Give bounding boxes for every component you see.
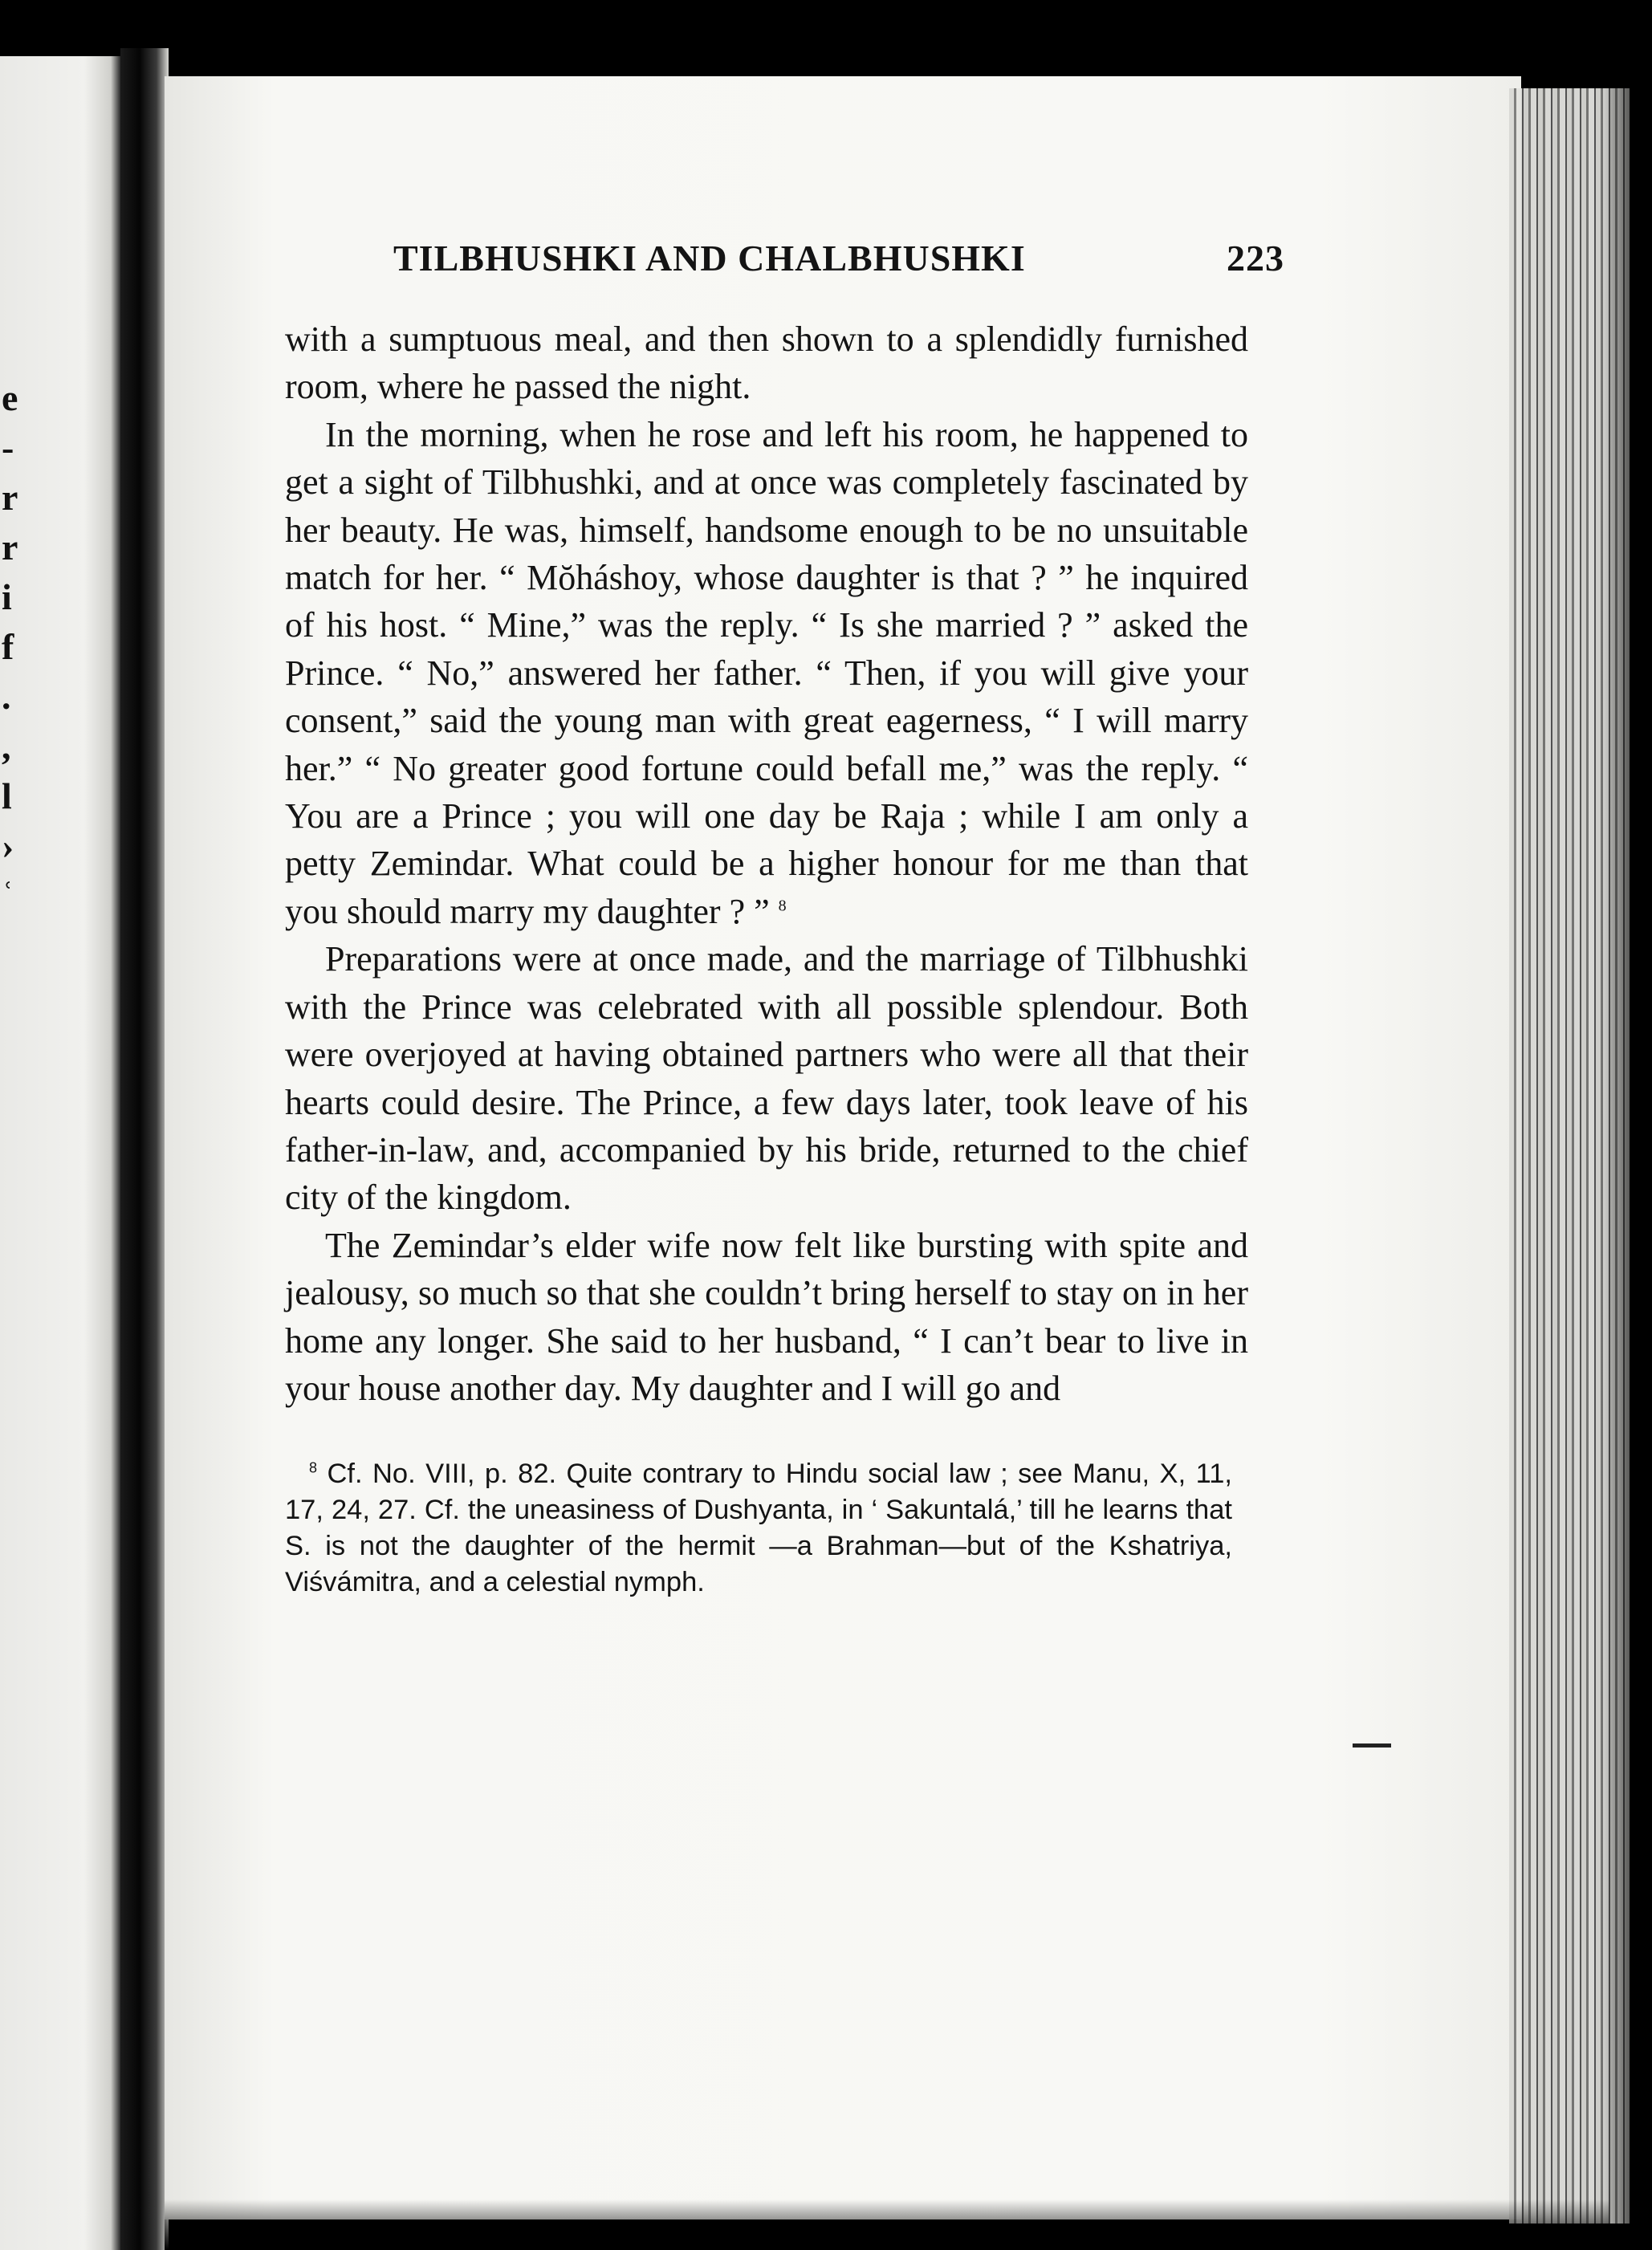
paragraph: with a sumptuous meal, and then shown to a splendidly furnished room, where he passed the night. (285, 319, 1248, 407)
previous-page-edge (0, 56, 120, 2250)
fragment-line: e (2, 377, 18, 418)
fragment-line: ʿ (2, 875, 14, 916)
running-title: TILBHUSHKI AND CHALBHUSHKI (393, 238, 1026, 279)
fragment-line: r (2, 527, 18, 568)
fragment-line: f (2, 626, 14, 667)
paragraph: The Zemindar’s elder wife now felt like bursting with spite and jealousy, so much so that she couldn’t bring herself to stay on in her home any longer. She said to her husband, “ I can’t bear to live in your house another day. My daughter and I will go and (285, 1225, 1248, 1408)
footnote-text: Cf. No. VIII, p. 82. Quite contrary to Hindu social law ; see Manu, X, 11, 17, 24, 27. Cf. the uneasiness of Dushyanta, in ‘ Sakuntalá,’ till he learns that S. is not the daughter of the hermit —a Brahman—but of the Kshatriya, Viśvámitra, and a celestial nymph. (285, 1459, 1232, 1598)
page-number: 223 (1227, 238, 1284, 279)
bottom-shadow (165, 2199, 1609, 2250)
previous-page-text-fragments (0, 373, 24, 921)
footnote (285, 1456, 1248, 1601)
footnote-paragraph (285, 1456, 1232, 1601)
margin-mark (1353, 1743, 1391, 1748)
paragraph-text: In the morning, when he rose and left his room, he happened to get a sight of Tilbhushki, and at once was completely fascinated by her beauty. He was, himself, handsome enough to be no unsuitable match for her. “ Mŏháshoy, whose daughter is that ? ” he inquired of his host. “ Mine,” was the reply. “ Is she married ? ” asked the Prince. “ No,” answered her father. “ Then, if you will give your consent,” said the young man with great eagerness, “ I will marry her.” “ No greater good fortune could befall me,” was the reply. “ You are a Prince ; you will one day be Raja ; while I am only a petty Zemindar. What could be a higher honour for me than that you should marry my daughter ? ” (285, 414, 1248, 931)
fragment-line: - (2, 427, 14, 468)
fragment-line: i (2, 576, 12, 617)
fragment-line: l (2, 775, 12, 816)
footnote-reference: 8 (778, 897, 787, 915)
edge-shadow (1601, 88, 1652, 2224)
fragment-line: . (2, 676, 11, 717)
running-header (285, 237, 1284, 293)
paragraph (285, 411, 1248, 935)
fragment-line: › (2, 825, 14, 866)
footnote-marker: 8 (309, 1459, 318, 1476)
paragraph: Preparations were at once made, and the marriage of Tilbhushki with the Prince was celebrated with all possible splendour. Both were overjoyed at having obtained partners who were all that their hearts could desire. The Prince, a few days later, took leave of his father-in-law, and, accompanied by his bride, returned to the chief city of the kingdom. (285, 939, 1248, 1218)
fragment-line: r (2, 477, 18, 518)
book-gutter (120, 48, 169, 2250)
body-text (285, 315, 1248, 1412)
fragment-line: , (2, 726, 11, 767)
page-content (285, 237, 1284, 1601)
